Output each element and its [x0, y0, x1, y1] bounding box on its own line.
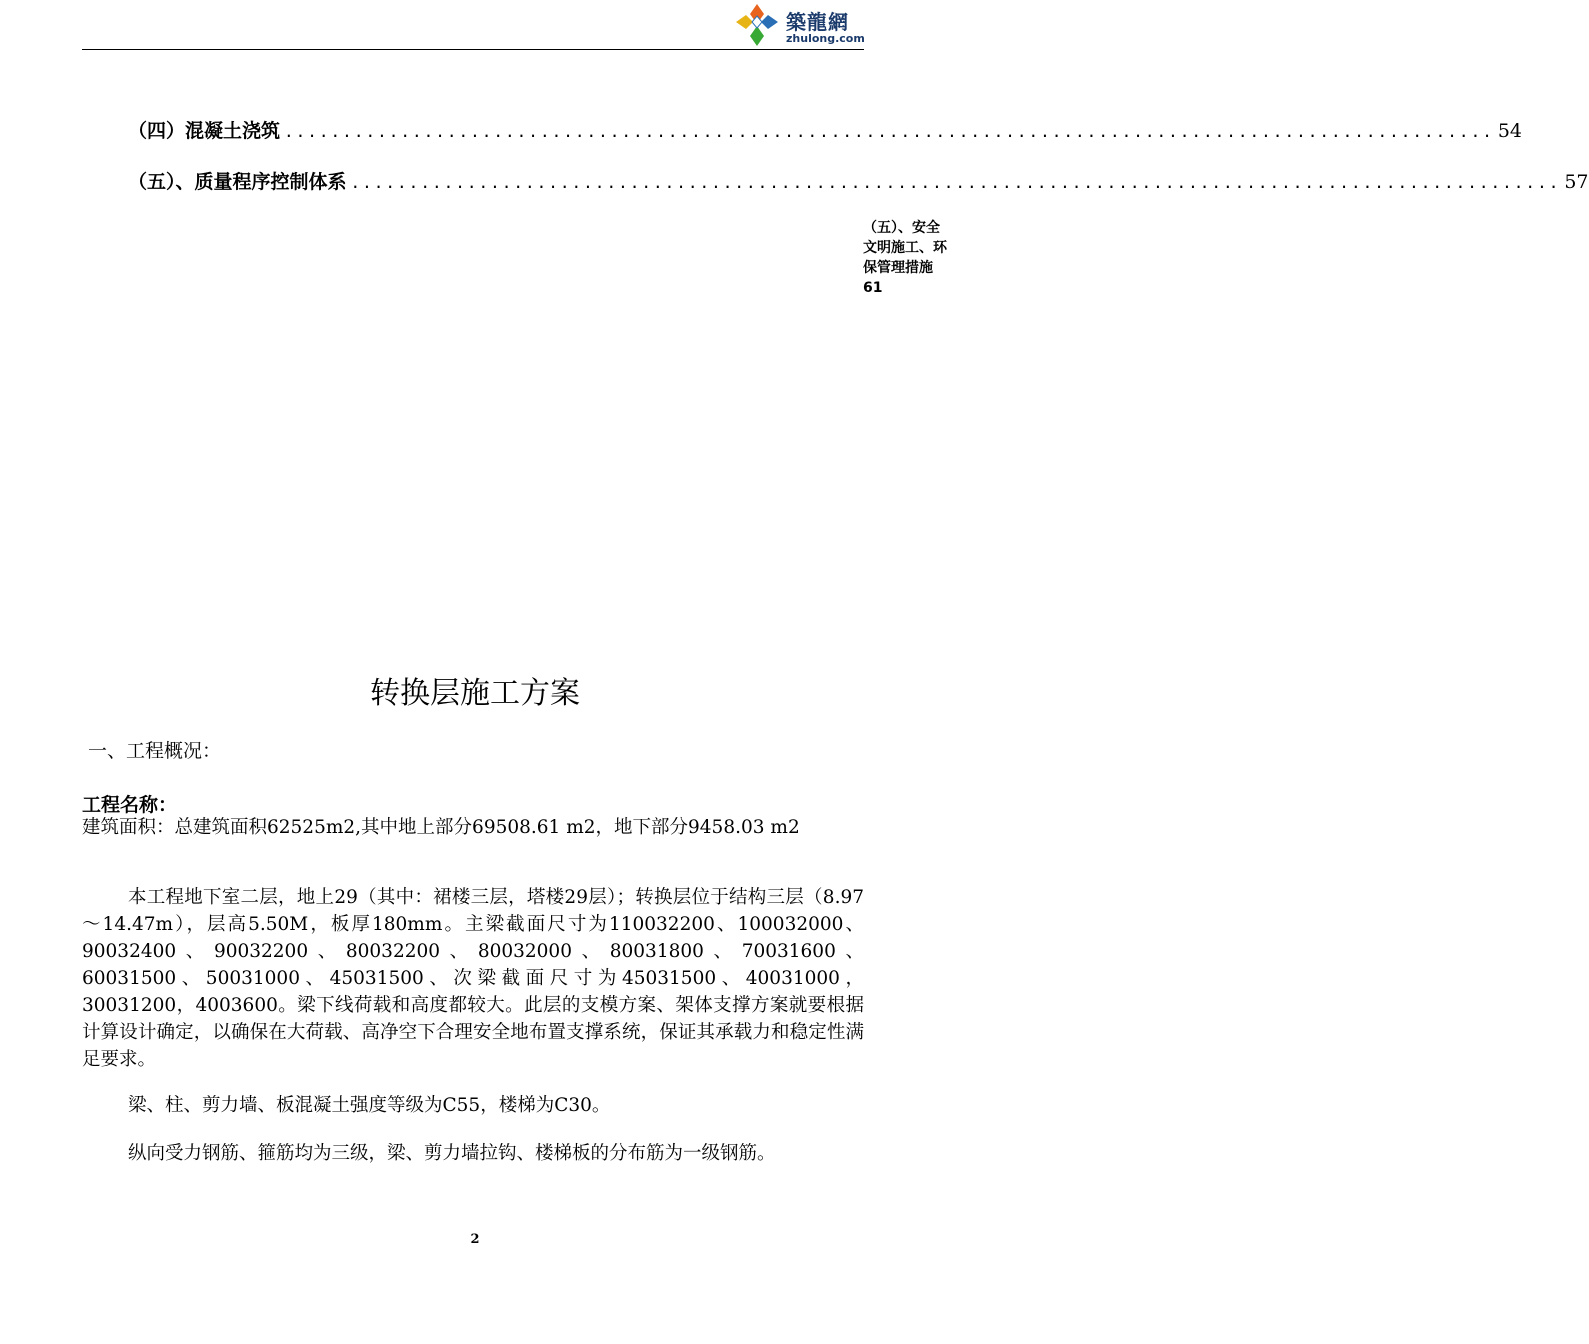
toc-entry-label: （四）混凝土浇筑 — [128, 120, 281, 142]
margin-toc-note — [863, 218, 950, 298]
logo-chinese-name: 築龍網 — [786, 10, 849, 34]
concrete-grade-paragraph: 梁、柱、剪力墙、板混凝土强度等级为C55，楼梯为C30。 — [128, 1095, 611, 1116]
project-description-paragraph: 本工程地下室二层，地上29（其中：裙楼三层，塔楼29层）；转换层位于结构三层（8.97～14.47m），层高5.50M，板厚180mm。主梁截面尺寸为110032200、100032000、90032400、90032200、80032200、80032000、80031800、70031600、60031500、50031000、45031500、次梁截面尺寸为45031500、40031000，30031200，4003600。梁下线荷载和高度都较大。此层的支模方案、架体支撑方案就要根据计算设计确定，以确保在大荷载、高净空下合理安全地布置支撑系统，保证其承载力和稳定性满足要求。 — [82, 887, 864, 1070]
project-name-heading: 工程名称： — [82, 794, 178, 816]
toc-entry[interactable] — [128, 116, 1523, 146]
zhulong-logo — [734, 2, 869, 48]
margin-note-line: （五）、安全 — [863, 220, 940, 236]
building-area-paragraph: 建筑面积：总建筑面积62525m2,其中地上部分69508.61 m2，地下部分9458.03 m2 — [82, 817, 800, 838]
logo-domain: zhulong.com — [786, 32, 865, 45]
toc-entry-page: 54 — [1497, 120, 1523, 142]
margin-note-page: 61 — [863, 280, 883, 296]
page-number: 2 — [470, 1232, 480, 1247]
toc-entry-label: （五）、质量程序控制体系 — [128, 171, 347, 193]
header-divider — [82, 49, 864, 50]
rebar-grade-paragraph: 纵向受力钢筋、箍筋均为三级，梁、剪力墙拉钩、楼梯板的分布筋为一级钢筋。 — [128, 1143, 776, 1164]
toc-leader-dots: ........................................................................................................ — [350, 173, 1561, 192]
document-title: 转换层施工方案 — [370, 676, 580, 711]
margin-note-line: 保管理措施 — [863, 260, 933, 276]
section-heading: 一、工程概况： — [88, 740, 222, 762]
margin-note-line: 文明施工、环 — [863, 240, 947, 256]
zhulong-logo-icon — [734, 2, 780, 48]
toc-entry[interactable] — [128, 167, 1589, 197]
toc-leader-dots: ........................................................................................................ — [284, 122, 1494, 141]
toc-entry-page: 57 — [1564, 171, 1589, 193]
